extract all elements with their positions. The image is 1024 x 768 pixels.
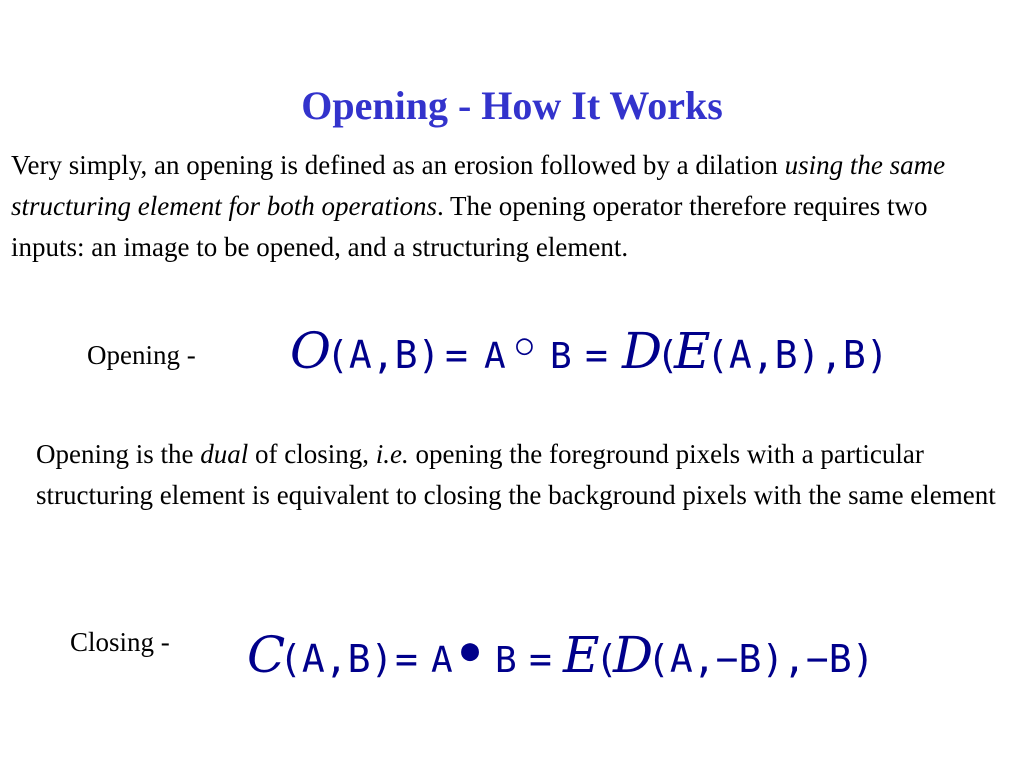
slide-title: Opening - How It Works (301, 83, 723, 128)
intro-paragraph (11, 145, 971, 268)
intro-italic-text: using the same structuring element for both operations (11, 150, 946, 221)
dual-text-3: opening the foreground pixels with a particular structuring element is equivalent to closing the background pixels with the same element (36, 439, 996, 510)
opening-inner-func: E (674, 322, 711, 380)
intro-text: Very simply, an opening is defined as an erosion followed by a dilation (11, 150, 785, 180)
intro-text-end: . The opening operator therefore requires two inputs: an image to be opened, and a structuring element. (11, 191, 928, 262)
closing-tail: ,−B) (783, 637, 875, 681)
opening-label: Opening - (87, 340, 196, 370)
dual-paragraph (36, 434, 996, 516)
dual-text-1: Opening is the (36, 439, 201, 469)
closing-equals-1: = (395, 637, 418, 681)
closing-operand-a: A (431, 640, 453, 681)
closing-formula (245, 620, 875, 686)
closing-equals-2: = (529, 637, 552, 681)
closing-label: Closing - (70, 627, 170, 657)
opening-operand-b: B (550, 336, 572, 377)
closing-inner-args: (A,−B) (647, 637, 785, 681)
dual-italic-2: i.e. (375, 439, 409, 469)
opening-operator: ○ (516, 328, 533, 361)
opening-args: (A,B) (326, 333, 441, 377)
closing-lhs-func: C (247, 626, 286, 684)
closing-operand-b: B (495, 640, 517, 681)
opening-lhs-func: O (290, 322, 331, 380)
opening-equals-1: = (445, 333, 468, 377)
closing-args: (A,B) (279, 637, 394, 681)
closing-operator: ● (461, 633, 480, 668)
opening-inner-args: (A,B) (706, 333, 821, 377)
opening-outer-func: D (622, 322, 663, 380)
opening-outer-paren: ( (656, 333, 679, 377)
closing-outer-paren: ( (595, 637, 618, 681)
opening-tail: ,B) (820, 333, 889, 377)
closing-outer-func: E (563, 626, 600, 684)
dual-italic-1: dual (200, 439, 249, 469)
closing-inner-func: D (613, 626, 654, 684)
opening-formula (288, 318, 888, 382)
opening-operand-a: A (484, 336, 506, 377)
opening-equals-2: = (585, 333, 608, 377)
dual-text-2: of closing, (248, 439, 376, 469)
